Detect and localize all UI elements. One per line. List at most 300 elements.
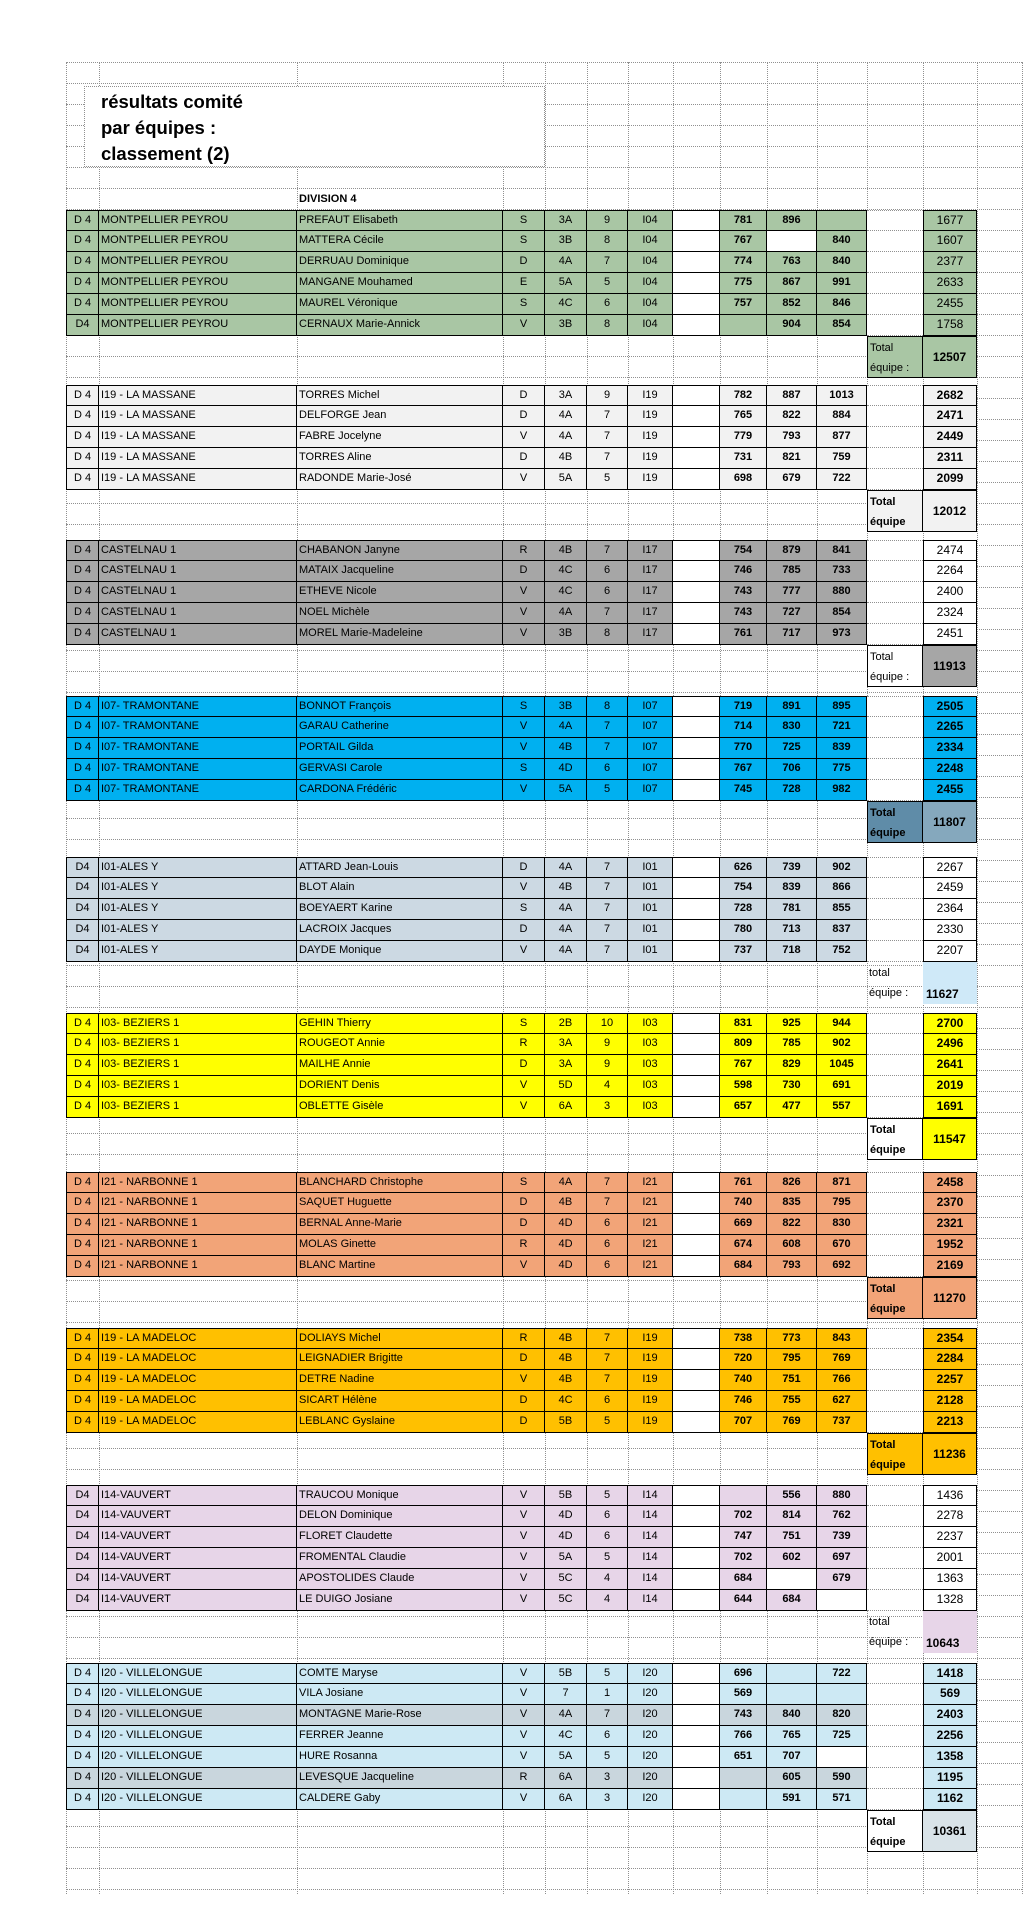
- category-cell: D: [503, 920, 545, 941]
- team-block: [66, 1663, 977, 1852]
- team-cell: MONTPELLIER PEYROU: [99, 315, 297, 336]
- games-cell: 7: [587, 1193, 628, 1214]
- row-total-cell: 2700: [923, 1013, 977, 1034]
- score2-cell: 835: [767, 1193, 817, 1214]
- club-code-cell: I03: [628, 1076, 673, 1097]
- gap-cell: [867, 231, 923, 252]
- score3-cell: 766: [817, 1370, 867, 1391]
- games-cell: 7: [587, 540, 628, 561]
- gap-cell: [867, 1747, 923, 1768]
- table-row: [66, 427, 977, 448]
- gap-cell: [867, 717, 923, 738]
- player-cell: DORIENT Denis: [297, 1076, 503, 1097]
- row-total-cell: 2324: [923, 603, 977, 624]
- score3-cell: 557: [817, 1097, 867, 1118]
- category-cell: V: [503, 738, 545, 759]
- table-row: [66, 1370, 977, 1391]
- score2-cell: 795: [767, 1349, 817, 1370]
- club-code-cell: I19: [628, 406, 673, 427]
- category-cell: D: [503, 448, 545, 469]
- row-total-cell: 2377: [923, 252, 977, 273]
- team-total-area: [66, 962, 977, 1004]
- row-total-cell: 2682: [923, 385, 977, 406]
- games-cell: 9: [587, 1055, 628, 1076]
- total-label: Total équipe :: [867, 336, 923, 378]
- division-cell: D 4: [66, 540, 99, 561]
- gap-cell: [867, 899, 923, 920]
- player-cell: TRAUCOU Monique: [297, 1485, 503, 1506]
- total-label: Total équipe: [867, 1118, 923, 1160]
- club-code-cell: I04: [628, 273, 673, 294]
- score2-cell: 814: [767, 1506, 817, 1527]
- division-cell: D4: [66, 920, 99, 941]
- spacer-cell: [673, 448, 720, 469]
- spacer-cell: [673, 1663, 720, 1684]
- division-cell: D4: [66, 1590, 99, 1611]
- score2-cell: 896: [767, 210, 817, 231]
- division-cell: D 4: [66, 1768, 99, 1789]
- score2-cell: 925: [767, 1013, 817, 1034]
- gap-cell: [867, 273, 923, 294]
- team-cell: I14-VAUVERT: [99, 1506, 297, 1527]
- score1-cell: 740: [720, 1193, 767, 1214]
- score1-cell: 809: [720, 1034, 767, 1055]
- grid-hline: [66, 62, 1022, 63]
- score3-cell: 982: [817, 780, 867, 801]
- row-total-cell: 1363: [923, 1569, 977, 1590]
- team-cell: I14-VAUVERT: [99, 1569, 297, 1590]
- score1-cell: 740: [720, 1370, 767, 1391]
- spacer-cell: [673, 759, 720, 780]
- games-cell: 10: [587, 1013, 628, 1034]
- games-cell: 7: [587, 857, 628, 878]
- row-total-cell: 2633: [923, 273, 977, 294]
- player-cell: LE DUIGO Josiane: [297, 1590, 503, 1611]
- row-total-cell: 2458: [923, 1172, 977, 1193]
- division-cell: D 4: [66, 582, 99, 603]
- gap-cell: [867, 427, 923, 448]
- score2-cell: 777: [767, 582, 817, 603]
- club-code-cell: I04: [628, 210, 673, 231]
- category-cell: V: [503, 941, 545, 962]
- score3-cell: 877: [817, 427, 867, 448]
- club-code-cell: I01: [628, 920, 673, 941]
- gap-cell: [867, 294, 923, 315]
- gap-cell: [867, 1789, 923, 1810]
- class-cell: 4A: [545, 920, 587, 941]
- spacer-cell: [673, 1726, 720, 1747]
- class-cell: 3A: [545, 1034, 587, 1055]
- class-cell: 4A: [545, 857, 587, 878]
- team-cell: MONTPELLIER PEYROU: [99, 252, 297, 273]
- category-cell: V: [503, 878, 545, 899]
- score1-cell: 754: [720, 540, 767, 561]
- club-code-cell: I03: [628, 1055, 673, 1076]
- player-cell: CARDONA Frédéric: [297, 780, 503, 801]
- table-row: [66, 1328, 977, 1349]
- row-total-cell: 1436: [923, 1485, 977, 1506]
- team-cell: CASTELNAU 1: [99, 603, 297, 624]
- team-cell: I03- BEZIERS 1: [99, 1055, 297, 1076]
- category-cell: D: [503, 1391, 545, 1412]
- games-cell: 6: [587, 561, 628, 582]
- class-cell: 6A: [545, 1789, 587, 1810]
- total-label: Total équipe :: [867, 645, 923, 687]
- grid-hline: [66, 167, 1022, 168]
- score3-cell: 737: [817, 1412, 867, 1433]
- division-cell: D 4: [66, 1172, 99, 1193]
- gap-cell: [867, 1548, 923, 1569]
- division-cell: D 4: [66, 1663, 99, 1684]
- row-total-cell: 2354: [923, 1328, 977, 1349]
- spacer-cell: [673, 561, 720, 582]
- score1-cell: 720: [720, 1349, 767, 1370]
- team-cell: I19 - LA MADELOC: [99, 1412, 297, 1433]
- score3-cell: 871: [817, 1172, 867, 1193]
- team-cell: I07- TRAMONTANE: [99, 738, 297, 759]
- division-cell: D4: [66, 1548, 99, 1569]
- gap-cell: [867, 1391, 923, 1412]
- score2-cell: 718: [767, 941, 817, 962]
- table-row: [66, 738, 977, 759]
- score2-cell: 602: [767, 1548, 817, 1569]
- score3-cell: 670: [817, 1235, 867, 1256]
- division-cell: D4: [66, 1527, 99, 1548]
- player-cell: MANGANE Mouhamed: [297, 273, 503, 294]
- score3-cell: 840: [817, 231, 867, 252]
- score2-cell: 679: [767, 469, 817, 490]
- category-cell: V: [503, 1747, 545, 1768]
- table-row: [66, 1548, 977, 1569]
- score3-cell: 769: [817, 1349, 867, 1370]
- club-code-cell: I03: [628, 1034, 673, 1055]
- row-total-cell: 2311: [923, 448, 977, 469]
- category-cell: R: [503, 1328, 545, 1349]
- page-title: [84, 86, 545, 167]
- score2-cell: 765: [767, 1726, 817, 1747]
- row-total-cell: 2505: [923, 696, 977, 717]
- player-cell: SICART Hélène: [297, 1391, 503, 1412]
- category-cell: V: [503, 1097, 545, 1118]
- score2-cell: 739: [767, 857, 817, 878]
- category-cell: V: [503, 603, 545, 624]
- spacer-cell: [673, 1256, 720, 1277]
- score3-cell: 846: [817, 294, 867, 315]
- games-cell: 7: [587, 920, 628, 941]
- total-label: Total équipe: [867, 801, 923, 843]
- team-cell: I20 - VILLELONGUE: [99, 1684, 297, 1705]
- total-label: Total équipe: [867, 490, 923, 532]
- gap-cell: [867, 603, 923, 624]
- team-block: [66, 1013, 977, 1160]
- category-cell: D: [503, 1412, 545, 1433]
- team-cell: I07- TRAMONTANE: [99, 780, 297, 801]
- category-cell: V: [503, 1705, 545, 1726]
- total-value: 11270: [923, 1277, 977, 1319]
- table-row: [66, 294, 977, 315]
- score1-cell: 774: [720, 252, 767, 273]
- team-cell: I20 - VILLELONGUE: [99, 1726, 297, 1747]
- games-cell: 7: [587, 899, 628, 920]
- score2-cell: 755: [767, 1391, 817, 1412]
- games-cell: 7: [587, 603, 628, 624]
- team-cell: I19 - LA MASSANE: [99, 469, 297, 490]
- row-total-cell: 2455: [923, 294, 977, 315]
- score2-cell: 707: [767, 1747, 817, 1768]
- team-block: [66, 385, 977, 532]
- score1-cell: 831: [720, 1013, 767, 1034]
- division-cell: D 4: [66, 1684, 99, 1705]
- row-total-cell: 2284: [923, 1349, 977, 1370]
- score3-cell: 759: [817, 448, 867, 469]
- grid-hline: [66, 1322, 1022, 1323]
- gap-cell: [867, 857, 923, 878]
- score1-cell: 651: [720, 1747, 767, 1768]
- category-cell: S: [503, 1013, 545, 1034]
- club-code-cell: I19: [628, 448, 673, 469]
- gap-cell: [867, 1705, 923, 1726]
- spacer-cell: [673, 920, 720, 941]
- club-code-cell: I19: [628, 1391, 673, 1412]
- club-code-cell: I21: [628, 1256, 673, 1277]
- score3-cell: 752: [817, 941, 867, 962]
- games-cell: 7: [587, 717, 628, 738]
- row-total-cell: 2248: [923, 759, 977, 780]
- games-cell: 7: [587, 448, 628, 469]
- spacer-cell: [673, 1370, 720, 1391]
- club-code-cell: I07: [628, 717, 673, 738]
- class-cell: 4B: [545, 1349, 587, 1370]
- division-cell: D 4: [66, 1256, 99, 1277]
- score2-cell: 781: [767, 899, 817, 920]
- category-cell: V: [503, 1485, 545, 1506]
- games-cell: 7: [587, 252, 628, 273]
- score3-cell: 854: [817, 603, 867, 624]
- row-total-cell: 2455: [923, 780, 977, 801]
- score2-cell: 751: [767, 1370, 817, 1391]
- total-value: 11807: [923, 801, 977, 843]
- score3-cell: 795: [817, 1193, 867, 1214]
- division-cell: D 4: [66, 273, 99, 294]
- score2-cell: 839: [767, 878, 817, 899]
- table-row: [66, 1747, 977, 1768]
- spacer-cell: [673, 1485, 720, 1506]
- division-cell: D 4: [66, 696, 99, 717]
- games-cell: 7: [587, 1370, 628, 1391]
- games-cell: 3: [587, 1097, 628, 1118]
- table-row: [66, 406, 977, 427]
- class-cell: 3A: [545, 1055, 587, 1076]
- category-cell: D: [503, 406, 545, 427]
- class-cell: 5D: [545, 1076, 587, 1097]
- club-code-cell: I14: [628, 1590, 673, 1611]
- score1-cell: 745: [720, 780, 767, 801]
- table-row: [66, 1256, 977, 1277]
- club-code-cell: I20: [628, 1705, 673, 1726]
- spacer-cell: [673, 603, 720, 624]
- player-cell: CALDERE Gaby: [297, 1789, 503, 1810]
- games-cell: 7: [587, 1172, 628, 1193]
- spacer-cell: [673, 231, 720, 252]
- class-cell: 5A: [545, 780, 587, 801]
- score2-cell: 793: [767, 1256, 817, 1277]
- games-cell: 8: [587, 315, 628, 336]
- score1-cell: 766: [720, 1726, 767, 1747]
- division-cell: D 4: [66, 1726, 99, 1747]
- spacer-cell: [673, 1235, 720, 1256]
- score1-cell: 767: [720, 231, 767, 252]
- score3-cell: 895: [817, 696, 867, 717]
- player-cell: COMTE Maryse: [297, 1663, 503, 1684]
- team-cell: I21 - NARBONNE 1: [99, 1214, 297, 1235]
- class-cell: 4B: [545, 738, 587, 759]
- score1-cell: 757: [720, 294, 767, 315]
- row-total-cell: 1418: [923, 1663, 977, 1684]
- division-cell: D 4: [66, 780, 99, 801]
- gap-cell: [867, 582, 923, 603]
- class-cell: 5A: [545, 1747, 587, 1768]
- team-cell: I20 - VILLELONGUE: [99, 1768, 297, 1789]
- score2-cell: 706: [767, 759, 817, 780]
- score1-cell: 702: [720, 1506, 767, 1527]
- score1-cell: 779: [720, 427, 767, 448]
- category-cell: V: [503, 427, 545, 448]
- category-cell: R: [503, 540, 545, 561]
- player-cell: DAYDE Monique: [297, 941, 503, 962]
- spacer-cell: [673, 582, 720, 603]
- class-cell: 5A: [545, 273, 587, 294]
- row-total-cell: 1677: [923, 210, 977, 231]
- games-cell: 5: [587, 273, 628, 294]
- games-cell: 5: [587, 1747, 628, 1768]
- score3-cell: 1013: [817, 385, 867, 406]
- division-cell: D 4: [66, 1076, 99, 1097]
- grid-hline: [66, 188, 1022, 189]
- score3-cell: 571: [817, 1789, 867, 1810]
- player-cell: RADONDE Marie-José: [297, 469, 503, 490]
- player-cell: BERNAL Anne-Marie: [297, 1214, 503, 1235]
- division-cell: D 4: [66, 469, 99, 490]
- score2-cell: 556: [767, 1485, 817, 1506]
- score2-cell: 591: [767, 1789, 817, 1810]
- club-code-cell: I07: [628, 738, 673, 759]
- score1-cell: 746: [720, 561, 767, 582]
- player-cell: BLANCHARD Christophe: [297, 1172, 503, 1193]
- score3-cell: 880: [817, 1485, 867, 1506]
- division-cell: D 4: [66, 1235, 99, 1256]
- score3-cell: 721: [817, 717, 867, 738]
- table-row: [66, 252, 977, 273]
- row-total-cell: 2321: [923, 1214, 977, 1235]
- games-cell: 8: [587, 696, 628, 717]
- category-cell: V: [503, 1256, 545, 1277]
- class-cell: 4D: [545, 1256, 587, 1277]
- row-total-cell: 1358: [923, 1747, 977, 1768]
- score3-cell: 884: [817, 406, 867, 427]
- table-row: [66, 210, 977, 231]
- category-cell: D: [503, 1349, 545, 1370]
- class-cell: 3B: [545, 315, 587, 336]
- class-cell: 3A: [545, 210, 587, 231]
- score3-cell: 830: [817, 1214, 867, 1235]
- team-cell: I20 - VILLELONGUE: [99, 1705, 297, 1726]
- team-total-area: [66, 1433, 977, 1475]
- score2-cell: 867: [767, 273, 817, 294]
- category-cell: S: [503, 899, 545, 920]
- club-code-cell: I19: [628, 427, 673, 448]
- player-cell: MOLAS Ginette: [297, 1235, 503, 1256]
- category-cell: D: [503, 1193, 545, 1214]
- player-cell: DETRE Nadine: [297, 1370, 503, 1391]
- score3-cell: 944: [817, 1013, 867, 1034]
- category-cell: V: [503, 1370, 545, 1391]
- row-total-cell: 2257: [923, 1370, 977, 1391]
- category-cell: V: [503, 624, 545, 645]
- division-cell: D 4: [66, 603, 99, 624]
- club-code-cell: I03: [628, 1013, 673, 1034]
- table-row: [66, 1412, 977, 1433]
- team-cell: I03- BEZIERS 1: [99, 1097, 297, 1118]
- category-cell: D: [503, 385, 545, 406]
- gap-cell: [867, 1097, 923, 1118]
- spacer-cell: [673, 624, 720, 645]
- class-cell: 4D: [545, 759, 587, 780]
- table-row: [66, 1485, 977, 1506]
- team-total-area: [66, 490, 977, 532]
- score2-cell: [767, 1663, 817, 1684]
- player-cell: CERNAUX Marie-Annick: [297, 315, 503, 336]
- score3-cell: 866: [817, 878, 867, 899]
- score2-cell: 887: [767, 385, 817, 406]
- gap-cell: [867, 1412, 923, 1433]
- table-row: [66, 561, 977, 582]
- club-code-cell: I14: [628, 1506, 673, 1527]
- total-label: total équipe :: [869, 1616, 909, 1648]
- class-cell: 4B: [545, 1370, 587, 1391]
- table-row: [66, 1214, 977, 1235]
- team-cell: I19 - LA MASSANE: [99, 427, 297, 448]
- score1-cell: 770: [720, 738, 767, 759]
- title-line-1: résultats comité: [101, 91, 243, 112]
- team-cell: I21 - NARBONNE 1: [99, 1256, 297, 1277]
- class-cell: 4C: [545, 294, 587, 315]
- row-total-cell: 2267: [923, 857, 977, 878]
- table-row: [66, 1349, 977, 1370]
- class-cell: 7: [545, 1684, 587, 1705]
- spacer-cell: [673, 1328, 720, 1349]
- class-cell: 6A: [545, 1097, 587, 1118]
- player-cell: MATAIX Jacqueline: [297, 561, 503, 582]
- player-cell: OBLETTE Gisèle: [297, 1097, 503, 1118]
- class-cell: 3B: [545, 696, 587, 717]
- club-code-cell: I21: [628, 1235, 673, 1256]
- row-total-cell: 1758: [923, 315, 977, 336]
- gap-cell: [867, 1506, 923, 1527]
- total-label: Total équipe: [867, 1810, 923, 1852]
- division-cell: D 4: [66, 231, 99, 252]
- gap-cell: [867, 1768, 923, 1789]
- score1-cell: 780: [720, 920, 767, 941]
- spacer-cell: [673, 1590, 720, 1611]
- club-code-cell: I17: [628, 540, 673, 561]
- total-label: Total équipe: [867, 1277, 923, 1319]
- category-cell: D: [503, 561, 545, 582]
- team-cell: I01-ALES Y: [99, 941, 297, 962]
- spacer-cell: [673, 1214, 720, 1235]
- spacer-cell: [673, 878, 720, 899]
- games-cell: 6: [587, 1391, 628, 1412]
- division-cell: D4: [66, 857, 99, 878]
